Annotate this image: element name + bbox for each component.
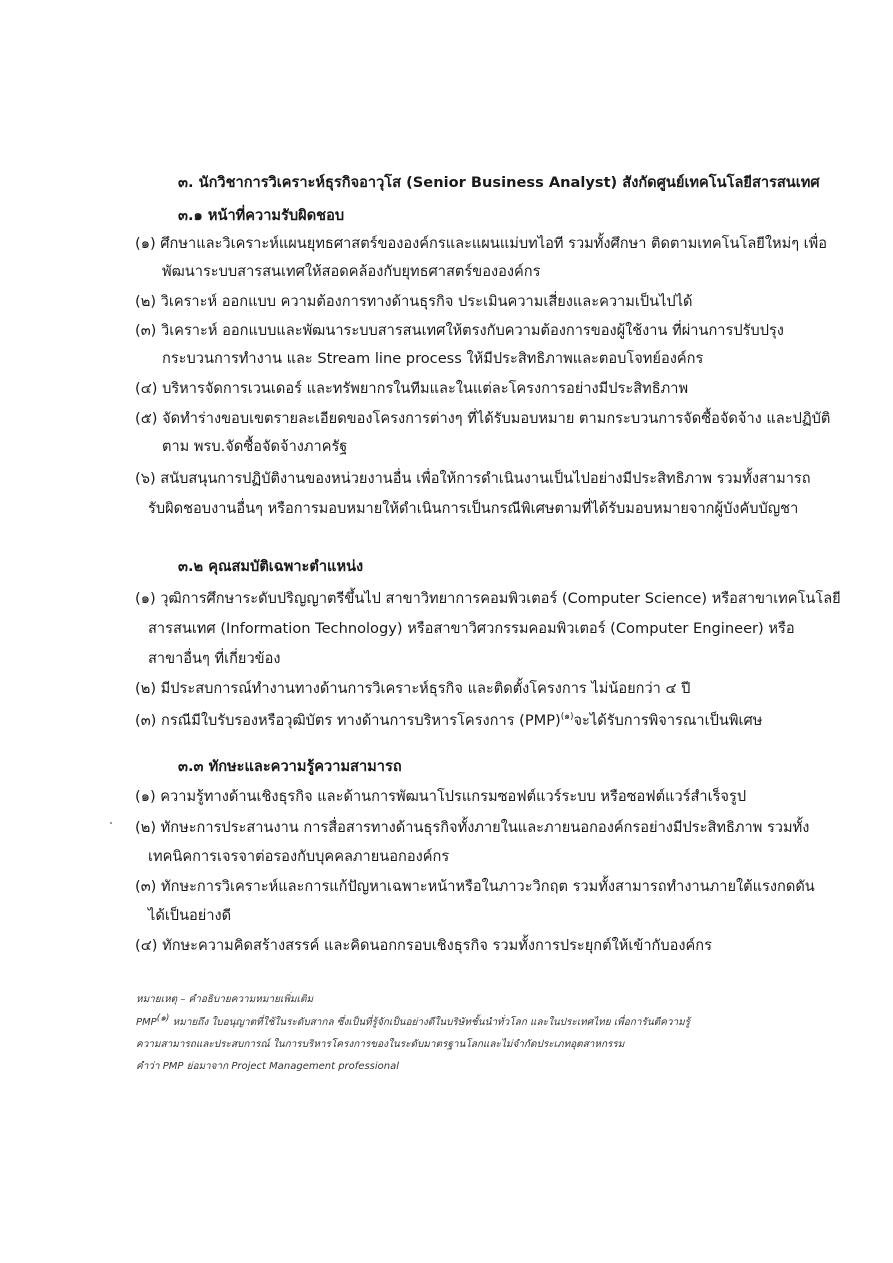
duty-item-2: (๒) วิเคราะห์ ออกแบบ ความต้องการทางด้านธุรกิจ ประเมินความเสี่ยงและความเป็นไปได้	[135, 293, 693, 310]
skill-item-4: (๔) ทักษะความคิดสร้างสรรค์ และคิดนอกกรอบเชิงธุรกิจ รวมทั้งการประยุกต์ให้เข้ากับองค์กร	[135, 937, 712, 954]
duty-item-6-line-2: รับผิดชอบงานอื่นๆ หรือการมอบหมายให้ดำเนินการเป็นกรณีพิเศษตามที่ได้รับมอบหมายจากผู้บังคับบัญชา	[148, 500, 799, 517]
qualification-item-3	[135, 711, 762, 731]
duty-item-5-line-2: ตาม พรบ.จัดซื้อจัดจ้างภาครัฐ	[162, 438, 348, 455]
note-pmp: PMP	[136, 1017, 157, 1028]
skill-item-3-line-2: ได้เป็นอย่างดี	[148, 907, 232, 924]
note-line-3: คำว่า PMP ย่อมาจาก Project Management professional	[136, 1061, 400, 1072]
section-heading-3-1: ๓.๑ หน้าที่ความรับผิดชอบ	[178, 207, 345, 224]
note-line-1	[136, 1013, 691, 1030]
duty-item-3-line-2: กระบวนการทำงาน และ Stream line process ให้มีประสิทธิภาพและตอบโจทย์องค์กร	[162, 350, 704, 367]
skill-item-2-line-2: เทคนิคการเจรจาต่อรองกับบุคคลภายนอกองค์กร	[148, 848, 450, 865]
section-title: ๓. นักวิชาการวิเคราะห์ธุรกิจอาวุโส (Senior Business Analyst) สังกัดศูนย์เทคโนโลยีสารสนเทศ	[178, 174, 820, 191]
qualification-item-3-tail: จะได้รับการพิจารณาเป็นพิเศษ	[573, 712, 763, 729]
duty-item-4: (๔) บริหารจัดการเวนเดอร์ และทรัพยากรในทีมและในแต่ละโครงการอย่างมีประสิทธิภาพ	[135, 380, 689, 397]
skill-item-1: (๑) ความรู้ทางด้านเชิงธุรกิจ และด้านการพัฒนาโปรแกรมซอฟต์แวร์ระบบ หรือซอฟต์แวร์สำเร็จรูป	[135, 788, 747, 805]
duty-item-6-line-1: (๖) สนับสนุนการปฏิบัติงานของหน่วยงานอื่น เพื่อให้การดำเนินงานเป็นไปอย่างมีประสิทธิภาพ รวมทั้งสามารถ	[135, 470, 811, 487]
qualification-item-1-line-3: สาขาอื่นๆ ที่เกี่ยวข้อง	[148, 650, 281, 667]
skill-item-2-line-1: (๒) ทักษะการประสานงาน การสื่อสารทางด้านธุรกิจทั้งภายในและภายนอกองค์กรอย่างมีประสิทธิภาพ รวมทั้ง	[135, 819, 810, 836]
qualification-item-1-line-2: สารสนเทศ (Information Technology) หรือสาขาวิศวกรรมคอมพิวเตอร์ (Computer Engineer) หรือ	[148, 620, 795, 637]
duty-item-1-line-2: พัฒนาระบบสารสนเทศให้สอดคล้องกับยุทธศาสตร์ขององค์กร	[162, 263, 541, 280]
duty-item-3-line-1: (๓) วิเคราะห์ ออกแบบและพัฒนาระบบสารสนเทศให้ตรงกับความต้องการของผู้ใช้งาน ที่ผ่านการปรับปรุง	[135, 322, 784, 339]
scan-speck	[110, 822, 112, 824]
duty-item-1-line-1: (๑) ศึกษาและวิเคราะห์แผนยุทธศาสตร์ขององค์กรและแผนแม่บทไอที รวมทั้งศึกษา ติดตามเทคโนโลยีใหม่ๆ เพื่อ	[135, 235, 828, 252]
qualification-item-3-text: (๓) กรณีมีใบรับรองหรือวุฒิบัตร ทางด้านการบริหารโครงการ (PMP)	[135, 712, 561, 729]
qualification-item-2: (๒) มีประสบการณ์ทำงานทางด้านการวิเคราะห์ธุรกิจ และติดตั้งโครงการ ไม่น้อยกว่า ๔ ปี	[135, 680, 691, 697]
section-heading-3-2: ๓.๒ คุณสมบัติเฉพาะตำแหน่ง	[178, 558, 364, 575]
section-heading-3-3: ๓.๓ ทักษะและความรู้ความสามารถ	[178, 758, 402, 775]
note-footnote-marker: (๑)	[156, 1013, 170, 1024]
qualification-item-1-line-1: (๑) วุฒิการศึกษาระดับปริญญาตรีขึ้นไป สาขาวิทยาการคอมพิวเตอร์ (Computer Science) หรือสาขาเทคโนโลยี	[135, 590, 841, 607]
note-line-2: ความสามารถและประสบการณ์ ในการบริหารโครงการของในระดับมาตรฐานโลกและไม่จำกัดประเภทอุตสาหกรรม	[136, 1039, 625, 1050]
note-line-1-text: หมายถึง ใบอนุญาตที่ใช้ในระดับสากล ซึ่งเป็นที่รู้จักเป็นอย่างดีในบริษัทชั้นนำทั่วโลก และในประเทศไทย เพื่อการันตีความรู้	[169, 1017, 691, 1028]
footnote-marker: (๑)	[560, 712, 574, 723]
duty-item-5-line-1: (๕) จัดทำร่างขอบเขตรายละเอียดของโครงการต่างๆ ที่ได้รับมอบหมาย ตามกระบวนการจัดซื้อจัดจ้าง และปฏิบัติ	[135, 410, 831, 427]
skill-item-3-line-1: (๓) ทักษะการวิเคราะห์และการแก้ปัญหาเฉพาะหน้าหรือในภาวะวิกฤต รวมทั้งสามารถทำงานภายใต้แรงกดดัน	[135, 878, 815, 895]
note-heading: หมายเหตุ – คำอธิบายความหมายเพิ่มเติม	[136, 994, 314, 1005]
